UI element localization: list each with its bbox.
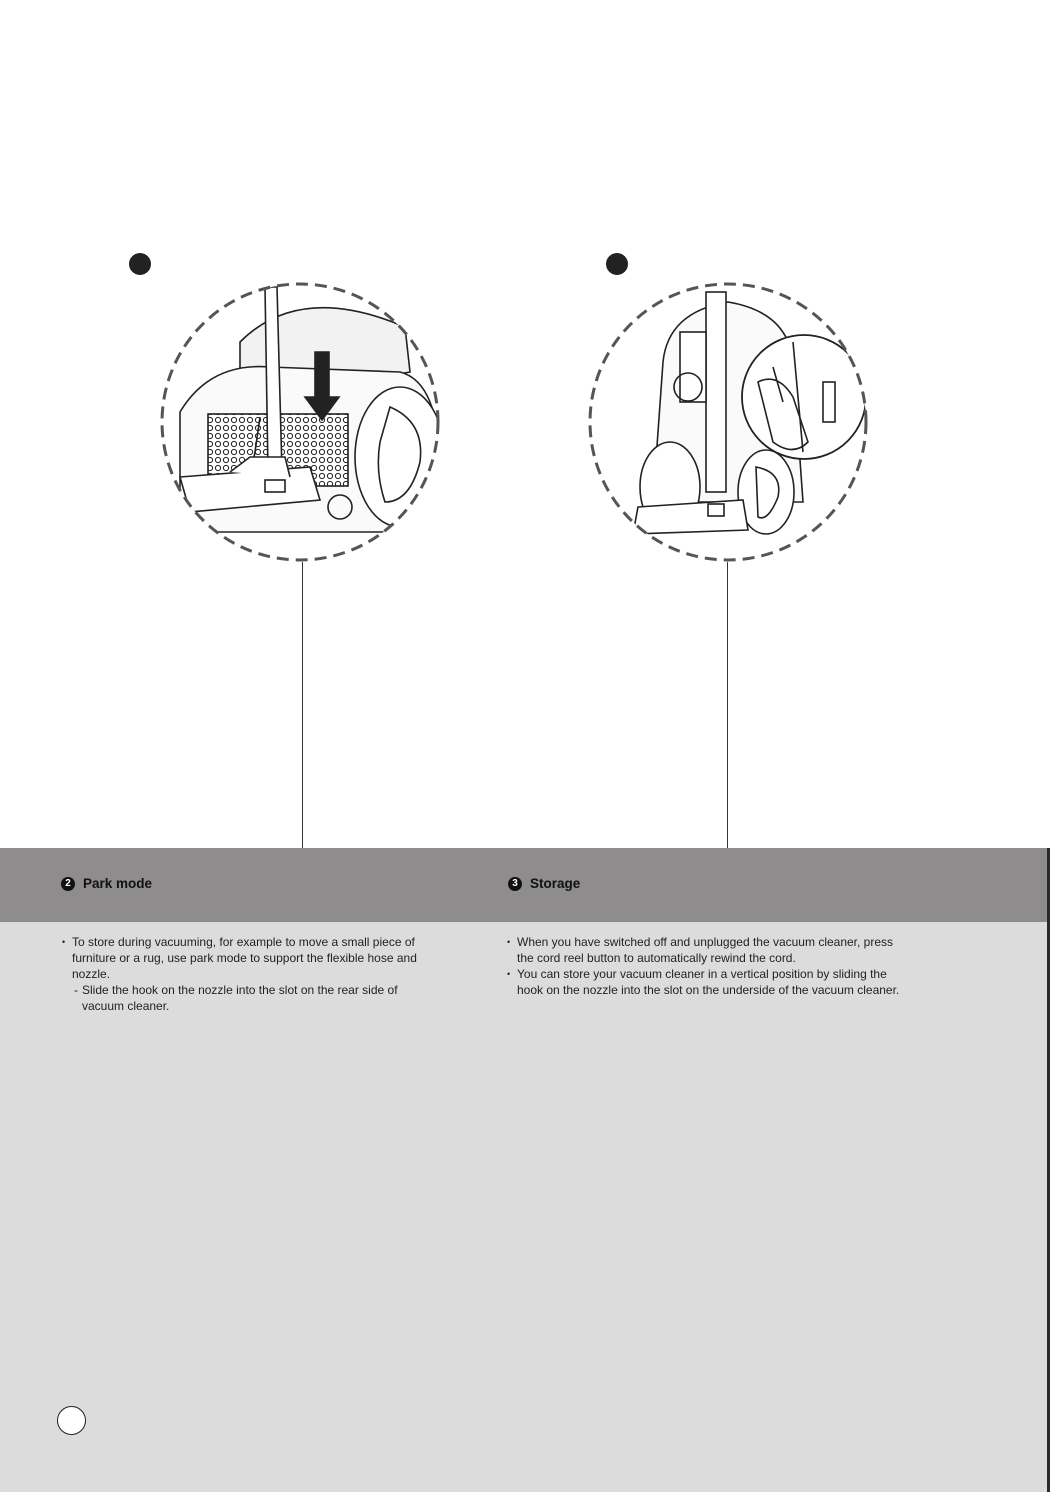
section-title: Storage <box>530 876 581 891</box>
leader-line-storage <box>727 562 728 848</box>
park-mode-text <box>62 934 432 1014</box>
storage-illustration-icon <box>578 272 878 572</box>
park-mode-heading <box>61 876 152 891</box>
step-number-badge: 2 <box>61 877 75 891</box>
bullet-item: • When you have switched off and unplugged the vacuum cleaner, press the cord reel button to automatically rewind the cord. <box>507 934 902 966</box>
step-number-badge: 3 <box>508 877 522 891</box>
leader-line-park <box>302 562 303 848</box>
section-title: Park mode <box>83 876 153 891</box>
bullet-item: • You can store your vacuum cleaner in a vertical position by sliding the hook on the nozzle into the slot on the underside of the vacuum cleaner. <box>507 966 902 998</box>
step-dot-park <box>129 253 151 275</box>
sub-item-text: Slide the hook on the nozzle into the slot on the rear side of vacuum cleaner. <box>82 983 398 1013</box>
sub-item: - Slide the hook on the nozzle into the slot on the rear side of vacuum cleaner. <box>74 983 398 1013</box>
storage-heading <box>508 876 580 891</box>
storage-text <box>507 934 902 998</box>
bullet-item: • To store during vacuuming, for example to move a small piece of furniture or a rug, use park mode to support the flexible hose and nozzle. <box>62 934 432 982</box>
page-number-circle <box>57 1406 86 1435</box>
park-mode-illustration-icon <box>150 272 450 572</box>
